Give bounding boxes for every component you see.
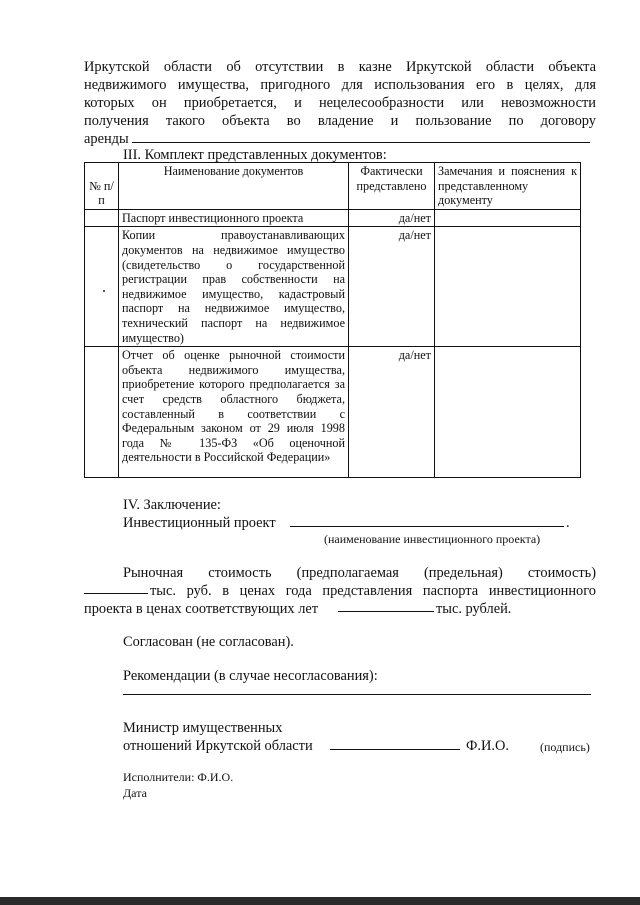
row-num — [85, 209, 119, 227]
market-line1: Рыночная стоимость (предполагаемая (предельная) стоимость) — [123, 565, 596, 581]
intro-line-last — [84, 130, 596, 148]
row-num — [85, 347, 119, 478]
intro-line: аренды — [84, 131, 129, 147]
row-actual: да/нет — [349, 227, 435, 347]
row-actual: да/нет — [349, 347, 435, 478]
table-row — [85, 227, 581, 347]
intro-line: которых он приобретается, и нецелесообразности или невозможности — [84, 95, 596, 111]
section3-title: III. Комплект представленных документов: — [123, 147, 387, 163]
minister-line1: Министр имущественных — [123, 720, 283, 736]
row-remarks — [435, 347, 581, 478]
lease-blank-line — [132, 130, 590, 143]
project-name-line — [290, 526, 564, 527]
minister-line2: отношений Иркутской области — [123, 738, 313, 754]
row-name: Отчет об оценке рыночной стоимости объекта недвижимого имущества, приобретение которого предполагается за счет средств областного бюджета, составленный в соответствии с Федеральным законом от 29 июля 1998 года № 135-ФЗ «Об оценочной деятельности в Российской Федерации» — [119, 347, 349, 478]
row-actual: да/нет — [349, 209, 435, 227]
row-num — [85, 227, 119, 347]
section4-title: IV. Заключение: — [123, 497, 221, 513]
row-remarks — [435, 209, 581, 227]
recommendations-line — [123, 694, 591, 695]
header-num: № п/п — [85, 163, 119, 210]
header-actual: Фактически представлено — [349, 163, 435, 210]
market-value-line — [84, 593, 148, 594]
recommendations-label: Рекомендации (в случае несогласования): — [123, 668, 378, 684]
market-line3a: проекта в ценах соответствующих лет — [84, 601, 319, 617]
minister-fio: Ф.И.О. — [466, 738, 509, 754]
intro-paragraph — [84, 58, 596, 148]
signature-line — [330, 749, 460, 750]
row-name: Копии правоустанавливающих документов на недвижимое имущество (свидетельство о государственной регистрации прав собственности на недвижимое имущество, кадастровый паспорт на недвижимое имущество, технический паспорт на недвижимое имущество) — [119, 227, 349, 347]
scan-bottom-edge — [0, 897, 640, 905]
intro-line: получения такого объекта во владение и пользование по договору — [84, 113, 596, 129]
market-line3b: тыс. рублей. — [436, 601, 512, 617]
market-years-line — [338, 611, 434, 612]
header-name: Наименование документов — [119, 163, 349, 210]
executors-text: Исполнители: Ф.И.О. — [123, 770, 234, 784]
row-remarks — [435, 227, 581, 347]
header-remarks: Замечания и пояснения к представленному документу — [435, 163, 581, 210]
project-period: . — [566, 515, 570, 531]
market-line2: тыс. руб. в ценах года представления паспорта инвестиционного — [150, 583, 596, 599]
documents-table — [84, 162, 581, 478]
agreed-text: Согласован (не согласован). — [123, 634, 294, 650]
project-caption: (наименование инвестиционного проекта) — [324, 532, 541, 546]
table-row — [85, 347, 581, 478]
scan-speck — [103, 290, 105, 292]
signature-caption: (подпись) — [540, 740, 590, 754]
row-name: Паспорт инвестиционного проекта — [119, 209, 349, 227]
table-header-row — [85, 163, 581, 210]
date-text: Дата — [123, 786, 147, 800]
project-label: Инвестиционный проект — [123, 515, 276, 531]
intro-line: недвижимого имущества, пригодного для использования его в целях, для — [84, 77, 596, 93]
intro-line: Иркутской области об отсутствии в казне Иркутской области объекта — [84, 59, 596, 75]
table-row — [85, 209, 581, 227]
